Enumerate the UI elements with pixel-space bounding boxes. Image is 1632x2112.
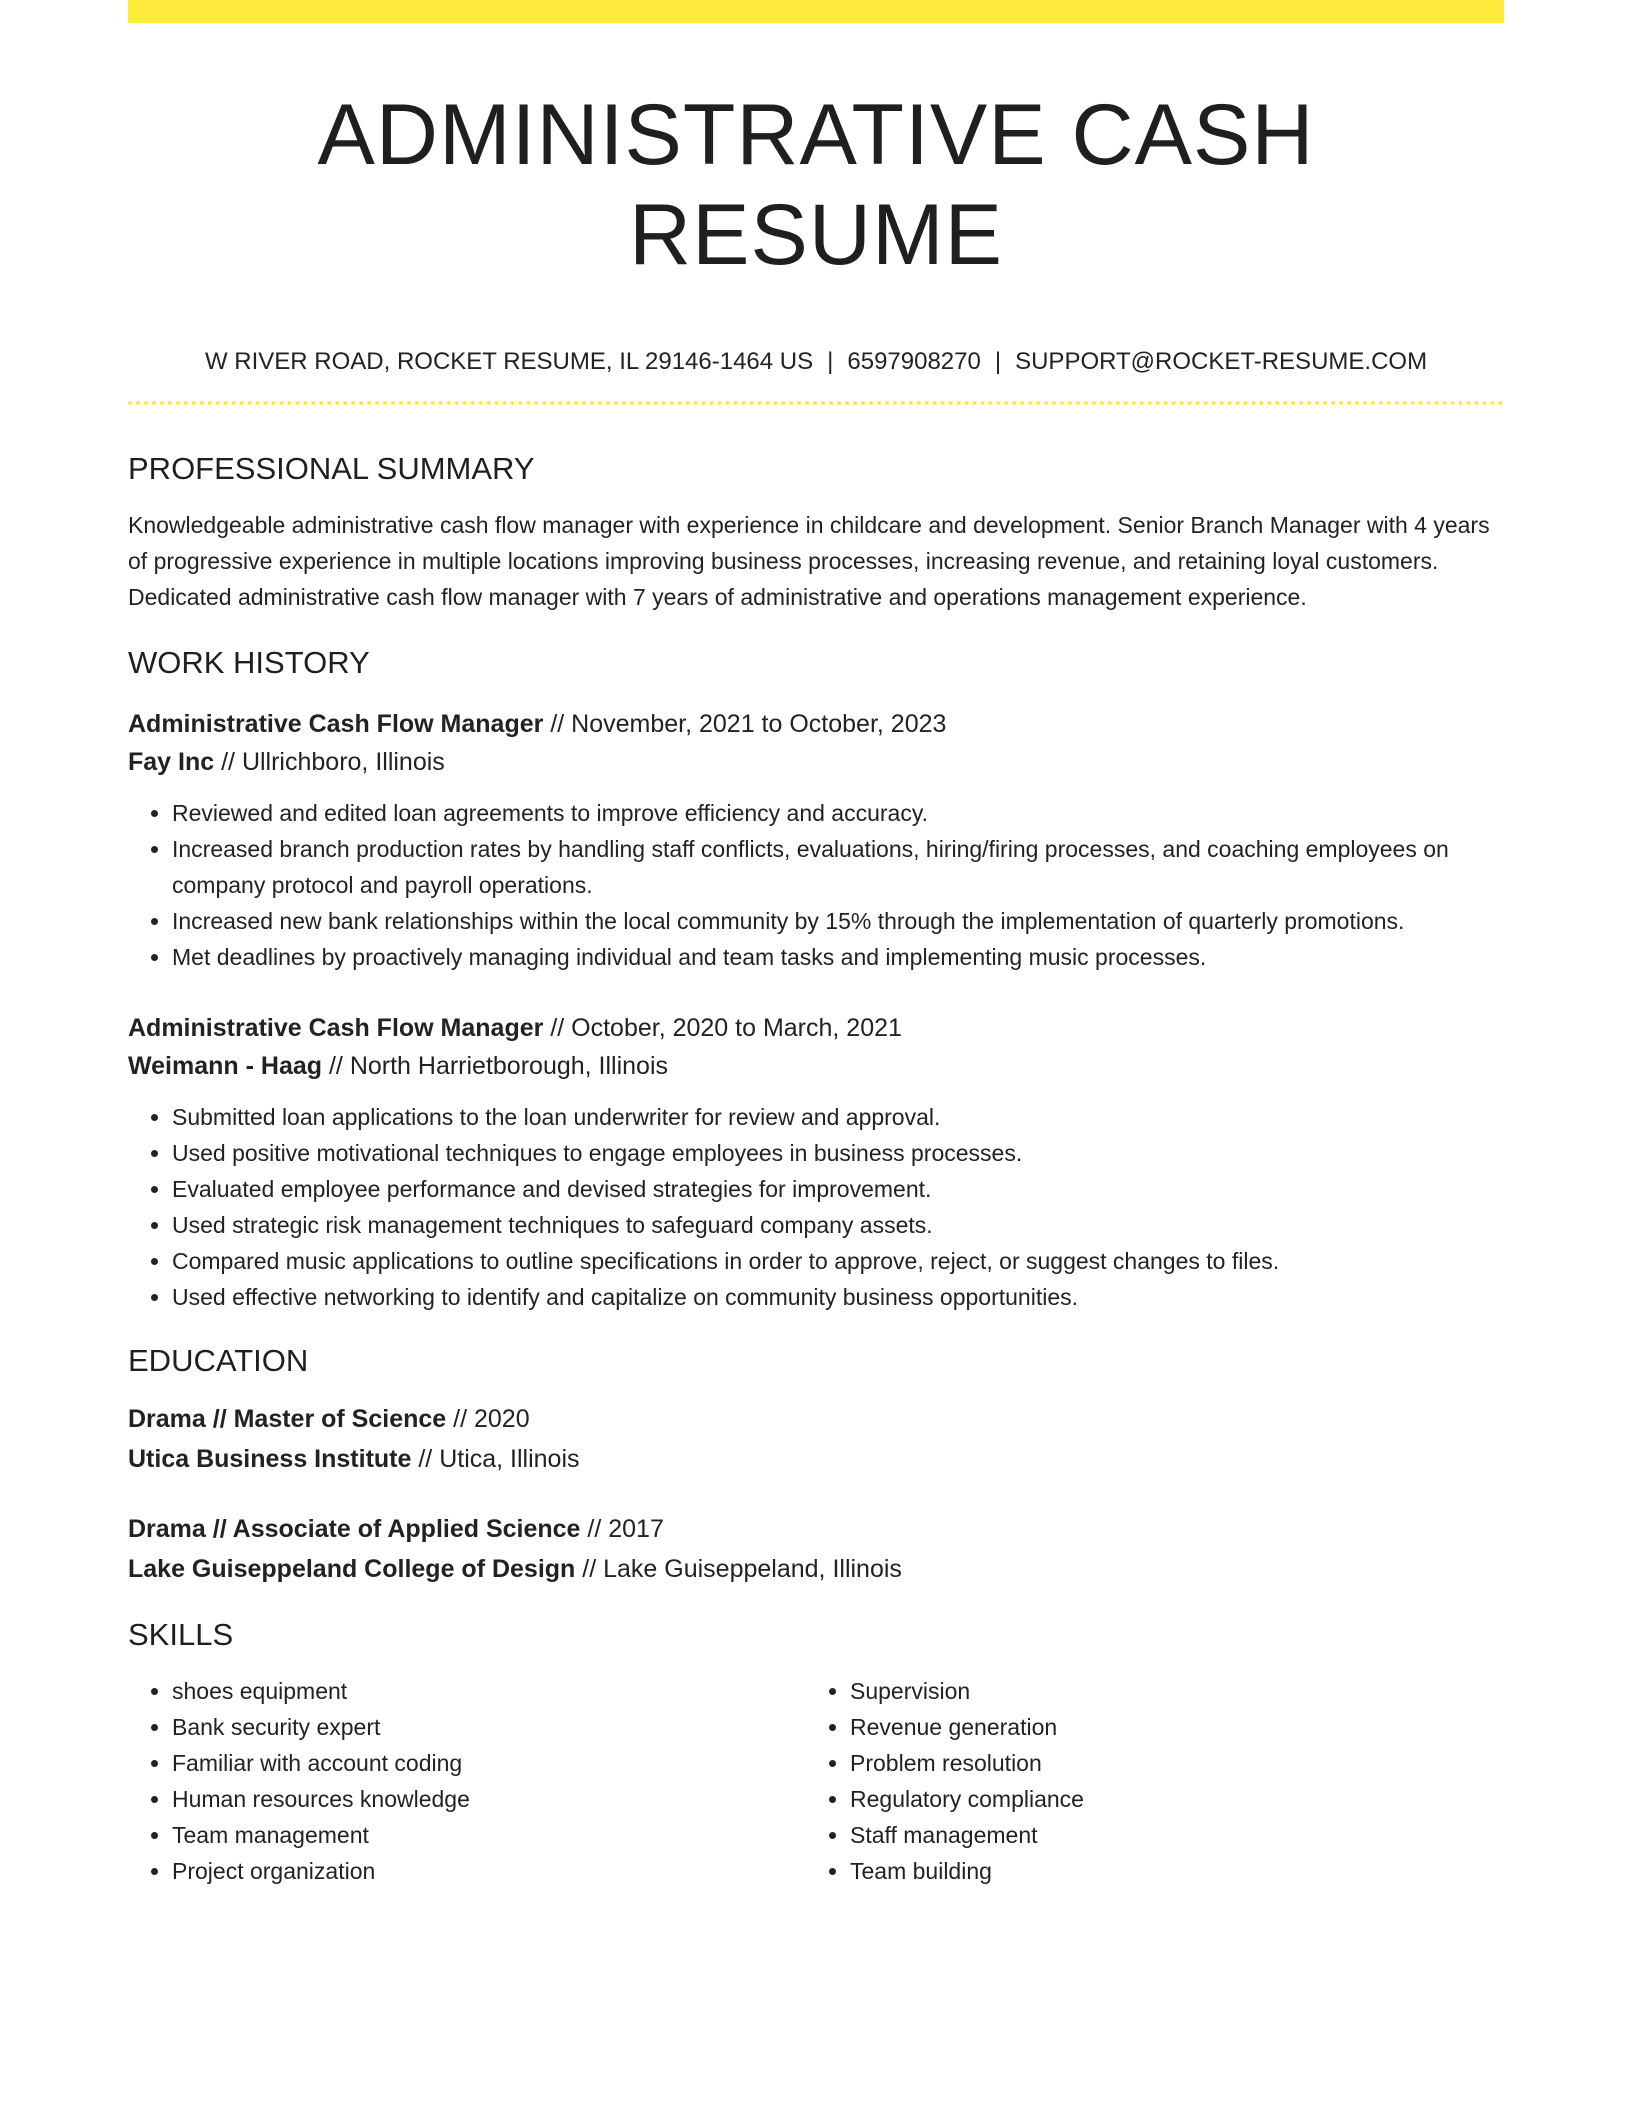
contact-separator: |: [827, 348, 834, 375]
resume-title: ADMINISTRATIVE CASH RESUME: [317, 87, 1315, 283]
top-accent-bar: [128, 0, 1504, 23]
education-school: Utica Business Institute: [128, 1445, 412, 1473]
skill-item: • Revenue generation: [850, 1709, 1504, 1745]
job-entry: [128, 705, 1504, 975]
skill-item: • Supervision: [850, 1673, 1504, 1709]
job-bullet: • Evaluated employee performance and devised strategies for improvement.: [172, 1171, 1504, 1207]
contact-line: [128, 347, 1504, 377]
education-school-line: [128, 1439, 1504, 1479]
education-year: // 2020: [446, 1405, 530, 1433]
job-bullet: • Used strategic risk management techniques to safeguard company assets.: [172, 1207, 1504, 1243]
job-bullet: • Compared music applications to outline specifications in order to approve, reject, or suggest changes to files.: [172, 1243, 1504, 1279]
contact-address: W RIVER ROAD, ROCKET RESUME, IL 29146-1464 US: [204, 348, 814, 375]
job-bullet: • Met deadlines by proactively managing individual and team tasks and implementing music processes.: [172, 939, 1504, 975]
education-location: // Utica, Illinois: [411, 1445, 580, 1473]
job-dates: // October, 2020 to March, 2021: [543, 1014, 902, 1042]
skill-item: • Team management: [172, 1817, 806, 1853]
skill-item: • Familiar with account coding: [172, 1745, 806, 1781]
job-bullet: • Submitted loan applications to the loan underwriter for review and approval.: [172, 1099, 1504, 1135]
education-degree: Drama // Master of Science: [128, 1405, 447, 1433]
skill-item: • Project organization: [172, 1853, 806, 1889]
education-degree-line: [128, 1399, 1504, 1439]
job-company: Weimann - Haag: [128, 1052, 323, 1080]
job-title: Administrative Cash Flow Manager: [128, 710, 544, 738]
education-degree-line: [128, 1509, 1504, 1549]
skill-item: • Regulatory compliance: [850, 1781, 1504, 1817]
job-title-line: [128, 705, 1504, 743]
job-location: // Ullrichboro, Illinois: [214, 748, 445, 776]
contact-separator: |: [994, 348, 1002, 375]
education-school: Lake Guiseppeland College of Design: [128, 1555, 576, 1583]
job-title-line: [128, 1009, 1504, 1047]
job-bullets: [128, 795, 1504, 975]
work-history-heading: WORK HISTORY: [128, 645, 370, 680]
education-degree: Drama // Associate of Applied Science: [128, 1515, 581, 1543]
job-company-line: [128, 743, 1504, 781]
job-title: Administrative Cash Flow Manager: [128, 1014, 544, 1042]
summary-heading: PROFESSIONAL SUMMARY: [128, 451, 535, 486]
skills-list-right: [806, 1673, 1504, 1889]
resume-page: [128, 0, 1504, 1889]
education-year: // 2017: [580, 1515, 664, 1543]
job-dates: // November, 2021 to October, 2023: [543, 710, 947, 738]
skills-list-left: [128, 1673, 806, 1889]
education-school-line: [128, 1549, 1504, 1589]
education-entry: [128, 1399, 1504, 1479]
education-heading: EDUCATION: [128, 1343, 309, 1378]
summary-text: Knowledgeable administrative cash flow manager with experience in childcare and development. Senior Branch Manager with 4 years of progressive experience in multiple locations improving business processes, increasing revenue, and retaining loyal customers. Dedicated administrative cash flow manager with 7 years of administrative and operations management experience.: [128, 512, 1490, 610]
skill-item: • Team building: [850, 1853, 1504, 1889]
contact-email: SUPPORT@ROCKET-RESUME.COM: [1015, 348, 1428, 375]
job-bullet: • Used positive motivational techniques to engage employees in business processes.: [172, 1135, 1504, 1171]
skill-item: • Staff management: [850, 1817, 1504, 1853]
job-bullet: • Increased branch production rates by handling staff conflicts, evaluations, hiring/firing processes, and coaching employees on company protocol and payroll operations.: [172, 831, 1504, 903]
job-company: Fay Inc: [128, 748, 215, 776]
education-location: // Lake Guiseppeland, Illinois: [575, 1555, 902, 1583]
job-bullet: • Used effective networking to identify and capitalize on community business opportunities.: [172, 1279, 1504, 1315]
skill-item: • Problem resolution: [850, 1745, 1504, 1781]
skills-heading: SKILLS: [128, 1617, 234, 1652]
job-bullet: • Reviewed and edited loan agreements to improve efficiency and accuracy.: [172, 795, 1504, 831]
skill-item: • Human resources knowledge: [172, 1781, 806, 1817]
job-location: // North Harrietborough, Illinois: [322, 1052, 669, 1080]
job-bullet: • Increased new bank relationships within the local community by 15% through the implementation of quarterly promotions.: [172, 903, 1504, 939]
job-company-line: [128, 1047, 1504, 1085]
skill-item: • shoes equipment: [172, 1673, 806, 1709]
job-entry: [128, 1009, 1504, 1315]
skills-columns: [128, 1673, 1504, 1889]
contact-phone: 6597908270: [847, 348, 981, 375]
education-entry: [128, 1509, 1504, 1589]
job-bullets: [128, 1099, 1504, 1315]
skill-item: • Bank security expert: [172, 1709, 806, 1745]
dotted-divider: [128, 401, 1504, 405]
